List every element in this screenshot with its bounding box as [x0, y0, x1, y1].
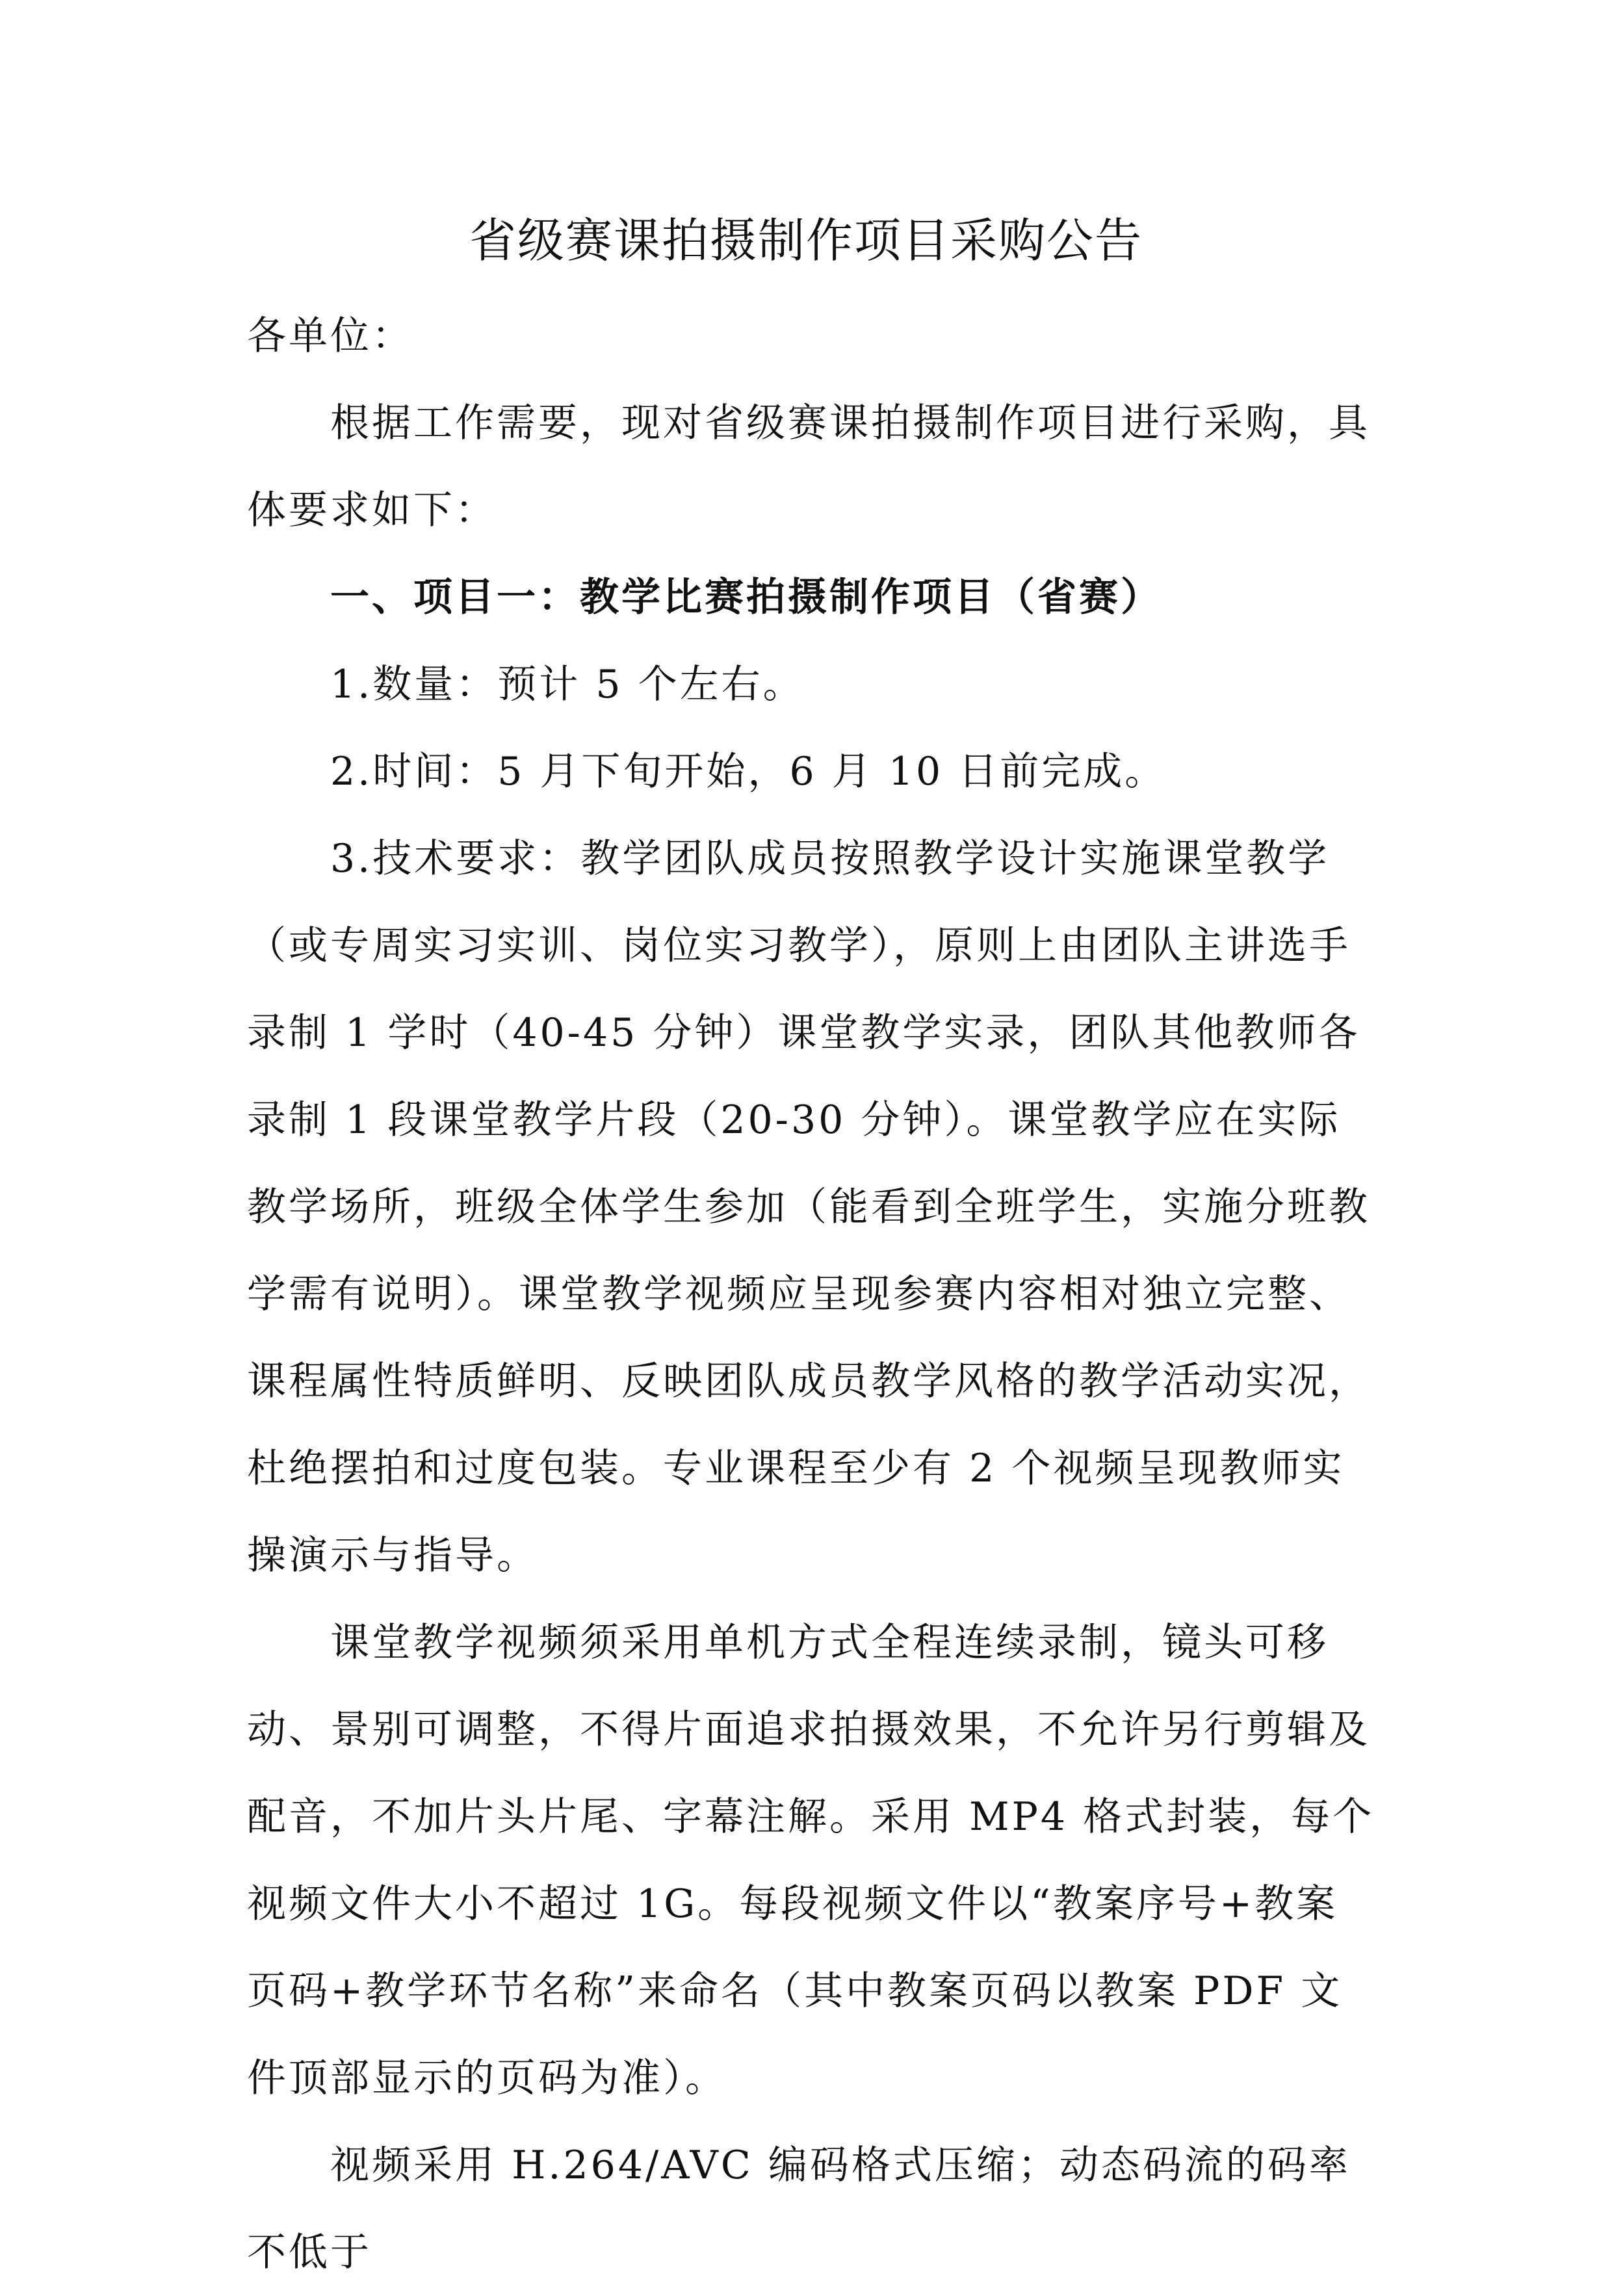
- video-encoding-paragraph: 视频采用 H.264/AVC 编码格式压缩；动态码流的码率不低于: [247, 2143, 1351, 2275]
- item-time: 2.时间：5 月下旬开始，6 月 10 日前完成。: [330, 749, 1167, 794]
- salutation: 各单位：: [247, 313, 413, 359]
- section-heading-project-1: 一、项目一：教学比赛拍摄制作项目（省赛）: [330, 575, 1162, 620]
- document-body: [247, 293, 1378, 2296]
- item-technical-requirements: 3.技术要求：教学团队成员按照教学设计实施课堂教学（或专周实习实训、岗位实习教学），原则上由团队主讲选手录制 1 学时（40-45 分钟）课堂教学实录，团队其他教师各录制 1 段课堂教学片段（20-30 分钟）。课堂教学应在实际教学场所，班级全体学生参加（能看到全班学生，实施分班教学需有说明）。课堂教学视频应呈现参赛内容相对独立完整、课程属性特质鲜明、反映团队成员教学风格的教学活动实况，杜绝摆拍和过度包装。专业课程至少有 2 个视频呈现教师实操演示与指导。: [247, 836, 1370, 1578]
- intro-paragraph: 根据工作需要，现对省级赛课拍摄制作项目进行采购，具体要求如下：: [247, 400, 1370, 533]
- document-title: 省级赛课拍摄制作项目采购公告: [469, 213, 1143, 268]
- item-quantity: 1.数量：预计 5 个左右。: [330, 662, 805, 707]
- video-recording-paragraph: 课堂教学视频须采用单机方式全程连续录制，镜头可移动、景别可调整，不得片面追求拍摄效果，不允许另行剪辑及配音，不加片头片尾、字幕注解。采用 MP4 格式封装，每个视频文件大小不超过 1G。每段视频文件以“教案序号+教案页码+教学环节名称”来命名（其中教案页码以教案 PDF 文件顶部显示的页码为准）。: [247, 1620, 1375, 2101]
